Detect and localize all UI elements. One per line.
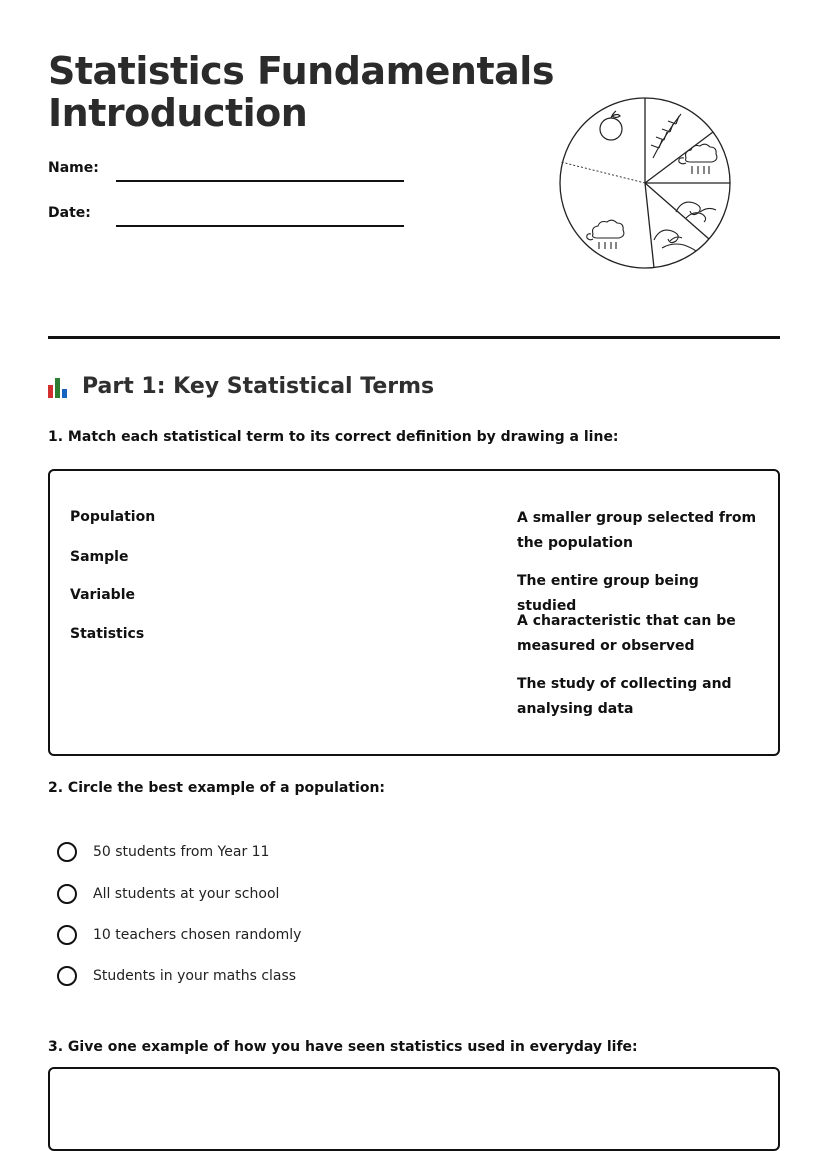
name-field[interactable] <box>116 180 404 182</box>
sheep-icon <box>587 220 624 249</box>
answer-box[interactable] <box>48 1067 780 1151</box>
option-4[interactable] <box>57 966 296 986</box>
option-2[interactable] <box>57 884 279 904</box>
part1-title-text: Part 1: Key Statistical Terms <box>82 374 435 399</box>
wheat-icon <box>651 114 681 158</box>
radio-button[interactable] <box>57 966 77 986</box>
name-label: Name: <box>48 160 99 176</box>
wave-icon <box>654 230 696 251</box>
definition-smaller-group[interactable]: A smaller group selected from the population <box>517 510 757 551</box>
question-2-prompt: 2. Circle the best example of a population: <box>48 780 386 796</box>
definition-entire-group[interactable]: The entire group being studied <box>517 573 699 614</box>
question-3-prompt: 3. Give one example of how you have seen statistics used in everyday life: <box>48 1039 638 1055</box>
bar-chart-icon <box>48 374 70 399</box>
term-sample[interactable]: Sample <box>70 549 129 565</box>
matching-box <box>48 469 780 756</box>
option-3[interactable] <box>57 925 301 945</box>
radio-button[interactable] <box>57 925 77 945</box>
date-field[interactable] <box>116 225 404 227</box>
definition-study-of-data[interactable]: The study of collecting and analysing data <box>517 676 732 717</box>
wave-icon <box>676 202 716 222</box>
radio-button[interactable] <box>57 842 77 862</box>
date-label: Date: <box>48 205 91 221</box>
option-label: 50 students from Year 11 <box>93 844 270 860</box>
apple-icon <box>600 111 622 140</box>
title-line-1: Statistics Fundamentals <box>48 49 554 93</box>
option-label: All students at your school <box>93 886 280 902</box>
term-statistics[interactable]: Statistics <box>70 626 145 642</box>
sheep-icon <box>679 144 717 174</box>
radio-button[interactable] <box>57 884 77 904</box>
term-population[interactable]: Population <box>70 509 156 525</box>
definition-characteristic[interactable]: A characteristic that can be measured or observed <box>517 613 736 654</box>
question-1-prompt: 1. Match each statistical term to its correct definition by drawing a line: <box>48 429 619 445</box>
section-divider <box>48 336 780 339</box>
term-variable[interactable]: Variable <box>70 587 135 603</box>
title-line-2: Introduction <box>48 91 308 135</box>
option-1[interactable] <box>57 842 269 862</box>
part1-title <box>48 374 434 399</box>
page-title <box>48 50 554 134</box>
pie-chart-illustration <box>556 96 736 274</box>
option-label: Students in your maths class <box>93 968 297 984</box>
option-label: 10 teachers chosen randomly <box>93 927 302 943</box>
